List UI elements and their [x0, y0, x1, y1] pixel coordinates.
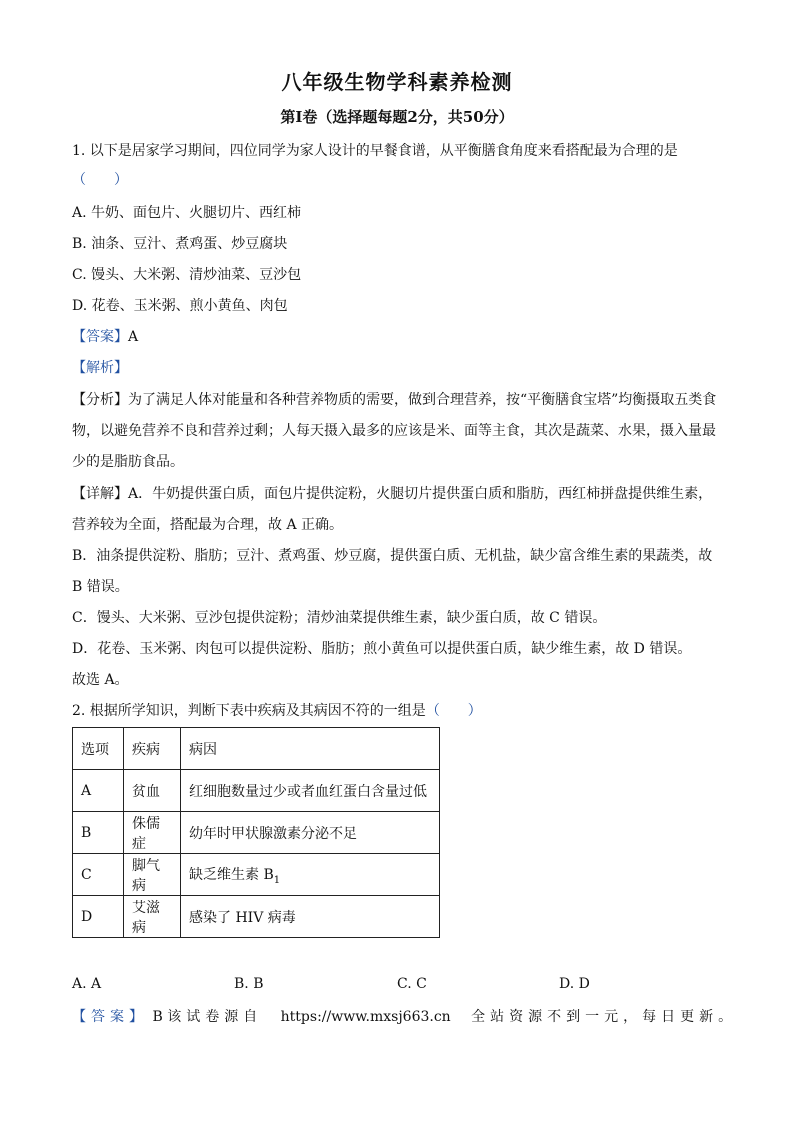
answer-label: 【答案】 — [72, 329, 128, 345]
answer-value: A — [128, 329, 139, 345]
q1-option-d: D. 花卷、玉米粥、煎小黄鱼、肉包 — [72, 298, 288, 314]
q1-fenxi-line-1: 【分析】为了满足人体对能量和各种营养物质的需要，做到合理营养，按“平衡膳食宝塔”均衡摄取五类食 — [72, 392, 717, 408]
q1-detail-line-4: B 错误。 — [72, 579, 129, 595]
q2-answer-footer — [72, 1006, 738, 1026]
q1-detail-line-6: D．花卷、玉米粥、肉包可以提供淀粉、脂肪；煎小黄鱼可以提供蛋白质，缺少维生素，故 D 错误。 — [72, 641, 692, 657]
q1-detail-line-3: B．油条提供淀粉、脂肪；豆汁、煮鸡蛋、炒豆腐，提供蛋白质、无机盐，缺少富含维生素的果蔬类，故 — [72, 548, 713, 564]
table-cell: 感染了 HIV 病毒 — [181, 896, 440, 938]
answer-label: 【答案】 — [72, 1009, 148, 1025]
table-cell: 脚气病 — [124, 854, 181, 896]
q1-detail-line-7: 故选 A。 — [72, 672, 129, 688]
table-cell: B — [73, 812, 124, 854]
q2-answer-paren: （ ） — [425, 703, 482, 719]
q2-option-c: C. C — [397, 976, 427, 992]
table-cell: 红细胞数量过少或者血红蛋白含量过低 — [181, 770, 440, 812]
q1-fenxi-line-3: 少的是脂肪食品。 — [72, 454, 184, 470]
q1-detail-line-1: 【详解】A．牛奶提供蛋白质，面包片提供淀粉，火腿切片提供蛋白质和脂肪，西红柿拼盘提供维生素， — [72, 486, 713, 502]
q1-detail-line-5: C．馒头、大米粥、豆沙包提供淀粉；清炒油菜提供维生素，缺少蛋白质，故 C 错误。 — [72, 610, 607, 626]
q1-option-b: B. 油条、豆汁、煮鸡蛋、炒豆腐块 — [72, 236, 288, 252]
q1-option-a: A. 牛奶、面包片、火腿切片、西红柿 — [72, 205, 302, 221]
table-row — [73, 854, 440, 896]
q2-stem-text: 2. 根据所学知识，判断下表中疾病及其病因不符的一组是 — [72, 703, 426, 719]
table-cell: D — [73, 896, 124, 938]
q2-option-a: A. A — [72, 976, 102, 992]
q1-stem: 1. 以下是居家学习期间，四位同学为家人设计的早餐食谱，从平衡膳食角度来看搭配最为合理的是 — [72, 143, 678, 159]
table-cell: C — [73, 854, 124, 896]
answer-value: B — [152, 1009, 163, 1025]
q1-answer-paren: （ ） — [72, 172, 128, 188]
table-header-cell: 选项 — [73, 728, 124, 770]
q1-analysis-label: 【解析】 — [72, 360, 128, 376]
cause-text: 缺乏维生素 B — [189, 866, 274, 883]
table-row — [73, 770, 440, 812]
table-header-cell: 病因 — [181, 728, 440, 770]
section-subtitle: 第Ⅰ卷（选择题每题2分，共50分） — [280, 108, 514, 126]
table-cell: 艾滋病 — [124, 896, 181, 938]
table-cell: A — [73, 770, 124, 812]
table-cell: 侏儒症 — [124, 812, 181, 854]
q2-stem — [72, 701, 482, 721]
source-text: 该试卷源自 — [167, 1009, 263, 1025]
table-row — [73, 812, 440, 854]
subscript: 1 — [273, 874, 281, 886]
table-header-cell: 疾病 — [124, 728, 181, 770]
q1-answer — [72, 327, 138, 347]
q2-option-d: D. D — [559, 976, 590, 992]
q1-option-c: C. 馒头、大米粥、清炒油菜、豆沙包 — [72, 267, 302, 283]
q1-fenxi-line-2: 物，以避免营养不良和营养过剩；人每天摄入最多的应该是米、面等主食，其次是蔬菜、水果，摄入量最 — [72, 423, 716, 439]
table-cell — [181, 854, 440, 896]
q1-detail-line-2: 营养较为全面，搭配最为合理，故 A 正确。 — [72, 517, 344, 533]
table-cell: 贫血 — [124, 770, 181, 812]
source-tail: 全站资源不到一元，每日更新。 — [471, 1009, 738, 1025]
source-url[interactable]: https://www.mxsj663.cn — [280, 1009, 451, 1025]
table-header-row — [73, 728, 440, 770]
table-row — [73, 896, 440, 938]
table-cell: 幼年时甲状腺激素分泌不足 — [181, 812, 440, 854]
q2-option-b: B. B — [234, 976, 264, 992]
page-title: 八年级生物学科素养检测 — [281, 70, 513, 94]
disease-table — [72, 727, 440, 938]
